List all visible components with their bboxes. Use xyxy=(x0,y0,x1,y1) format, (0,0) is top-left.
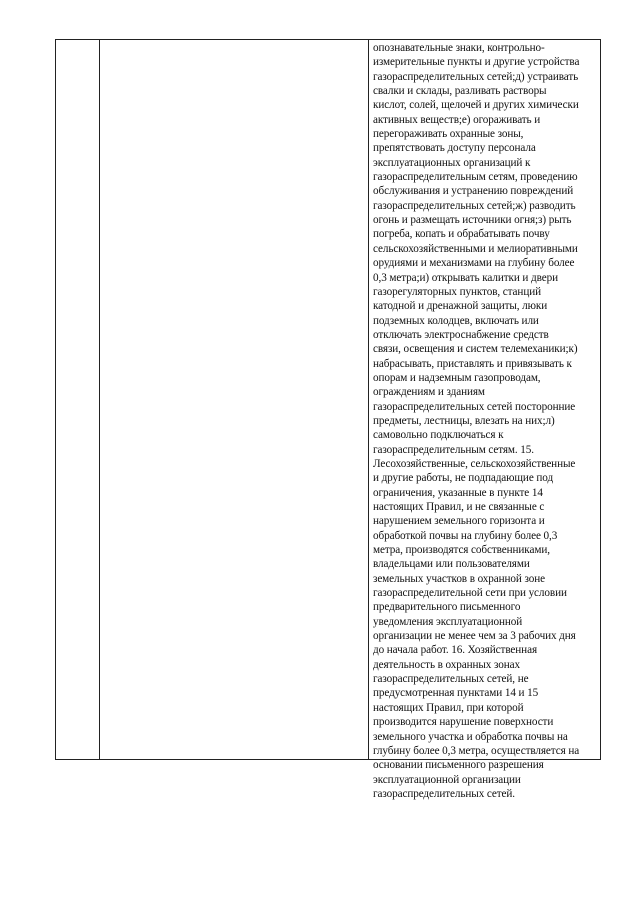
text-line: свалки и склады, разливать растворы xyxy=(373,85,547,98)
text-line: владельцами или пользователями xyxy=(373,558,530,571)
text-line: настоящих Правил, и не связанные с xyxy=(373,501,545,513)
text-line: организации не менее чем за 3 рабочих дня xyxy=(373,630,576,643)
text-line: газорегуляторных пунктов, станций xyxy=(373,285,541,298)
text-line: эксплуатационной организации xyxy=(373,773,521,786)
text-line: опознавательные знаки, контрольно- xyxy=(373,42,545,54)
text-line: эксплуатационных организаций к xyxy=(373,156,531,169)
text-line: катодной и дренажной защиты, люки xyxy=(373,300,548,313)
text-line: газораспределительных сетей, не xyxy=(373,673,529,686)
text-line: кислот, солей, щелочей и других химически xyxy=(373,99,579,112)
text-line: предметы, лестницы, влезать на них;л) xyxy=(373,414,555,427)
text-line: основании письменного разрешения xyxy=(373,759,544,772)
text-line: земельных участков в охранной зоне xyxy=(373,572,545,585)
text-line: производится нарушение поверхности xyxy=(373,716,554,729)
text-line: самовольно подключаться к xyxy=(373,429,504,442)
text-line: газораспределительных сетей;д) устраивать xyxy=(373,70,579,83)
text-line: газораспределительных сетей посторонние xyxy=(373,400,576,413)
text-line: газораспределительных сетей. xyxy=(373,787,515,800)
text-line: огонь и размещать источники огня;з) рыть xyxy=(373,214,572,227)
text-line: предварительного письменного xyxy=(373,601,521,614)
text-line: погреба, копать и обрабатывать почву xyxy=(373,228,550,241)
text-line: обработкой почвы на глубину более 0,3 xyxy=(373,529,558,542)
text-line: глубину более 0,3 метра, осуществляется на xyxy=(373,744,580,757)
text-line: земельного участка и обработка почвы на xyxy=(373,730,568,743)
document-table xyxy=(55,39,601,800)
text-line: до начала работ. 16. Хозяйственная xyxy=(373,644,537,657)
text-line: метра, производятся собственниками, xyxy=(373,544,550,557)
text-line: нарушением земельного горизонта и xyxy=(373,515,545,528)
text-line: уведомления эксплуатационной xyxy=(373,615,523,628)
text-line: активных веществ;е) огораживать и xyxy=(373,113,541,126)
text-line: 0,3 метра;и) открывать калитки и двери xyxy=(373,271,558,284)
text-line: препятствовать доступу персонала xyxy=(373,142,536,155)
text-line: подземных колодцев, включать или xyxy=(373,314,539,327)
text-line: газораспределительным сетям. 15. xyxy=(373,443,534,456)
table-column-divider-2 xyxy=(368,40,369,759)
text-line: измерительные пункты и другие устройства xyxy=(373,56,580,69)
text-line: опорам и надземным газопроводам, xyxy=(373,371,541,384)
text-line: связи, освещения и систем телемеханики;к) xyxy=(373,343,578,356)
text-line: газораспределительной сети при условии xyxy=(373,587,567,600)
text-line: газораспределительным сетям, проведению xyxy=(373,171,578,184)
text-line: газораспределительных сетей;ж) разводить xyxy=(373,199,576,212)
text-line: обслуживания и устранению повреждений xyxy=(373,185,574,198)
text-line: орудиями и механизмами на глубину более xyxy=(373,257,575,270)
text-line: настоящих Правил, при которой xyxy=(373,701,524,714)
text-line: сельскохозяйственными и мелиоративными xyxy=(373,242,578,255)
text-line: предусмотренная пунктами 14 и 15 xyxy=(373,687,539,700)
text-line: набрасывать, приставлять и привязывать к xyxy=(373,357,572,370)
text-line: отключать электроснабжение средств xyxy=(373,328,549,341)
table-column-divider-1 xyxy=(99,40,100,759)
table-cell-text xyxy=(373,41,599,801)
text-line: Лесохозяйственные, сельскохозяйственные xyxy=(373,457,576,470)
text-line: перегораживать охранные зоны, xyxy=(373,128,524,141)
text-line: ограждениям и зданиям xyxy=(373,386,485,399)
text-line: ограничения, указанные в пункте 14 xyxy=(373,486,543,499)
text-line: и другие работы, не подпадающие под xyxy=(373,472,554,485)
text-line: деятельность в охранных зонах xyxy=(373,658,520,671)
